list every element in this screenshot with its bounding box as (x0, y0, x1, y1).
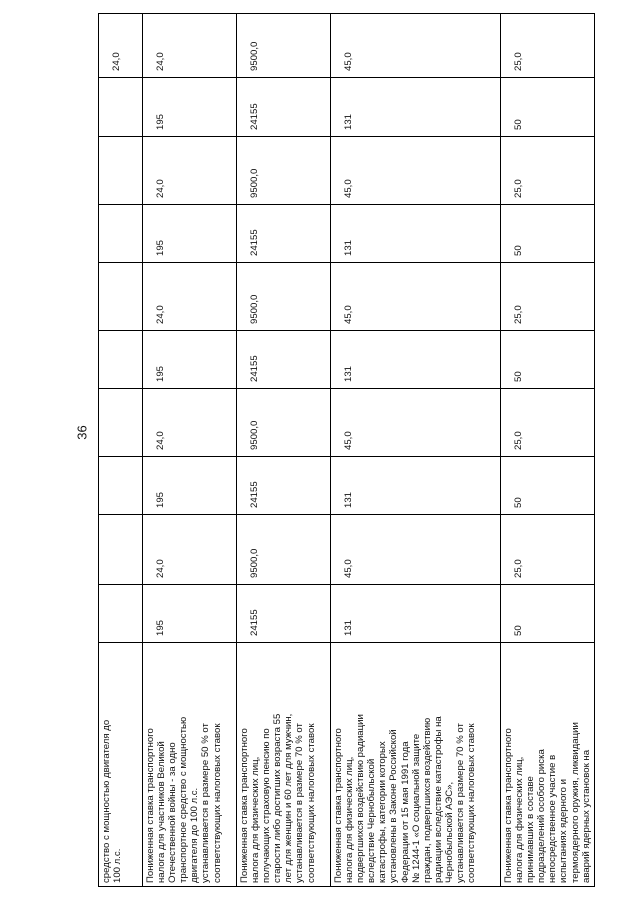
value-cell: 131 (331, 457, 501, 515)
row-description: Пониженная ставка транспортного налога для участников Великой Отечественной войны - за одно транспортное средство с мощностью двигателя до 100 л.с. устанавливается в размере 50 % от соответствующих налоговых ставок (143, 643, 237, 887)
value-cell (99, 331, 143, 389)
value-cell: 50 (501, 585, 595, 643)
tax-rate-table (98, 13, 595, 887)
value-cell: 24,0 (143, 389, 237, 457)
value-cell: 45,0 (331, 137, 501, 205)
value-cell: 9500,0 (237, 137, 331, 205)
value-cell: 9500,0 (237, 14, 331, 78)
value-cell: 25,0 (501, 263, 595, 331)
value-cell: 24,0 (143, 137, 237, 205)
value-cell: 9500,0 (237, 263, 331, 331)
value-cell: 24,0 (143, 263, 237, 331)
value-cell: 24155 (237, 457, 331, 515)
value-cell: 25,0 (501, 137, 595, 205)
value-cell: 50 (501, 205, 595, 263)
value-cell: 50 (501, 78, 595, 137)
row-description: средство с мощностью двигателя до 100 л.с. (99, 643, 143, 887)
value-cell: 131 (331, 585, 501, 643)
value-cell: 195 (143, 205, 237, 263)
value-cell (99, 515, 143, 585)
value-cell: 24,0 (143, 14, 237, 78)
rotated-page (98, 14, 592, 887)
value-cell: 24155 (237, 205, 331, 263)
table-row (501, 14, 595, 887)
value-cell (99, 137, 143, 205)
value-cell: 195 (143, 585, 237, 643)
table-row (99, 14, 143, 887)
value-cell (99, 389, 143, 457)
value-cell: 131 (331, 331, 501, 389)
rotated-content (98, 14, 592, 887)
value-cell: 195 (143, 457, 237, 515)
value-cell: 45,0 (331, 515, 501, 585)
table-row (237, 14, 331, 887)
value-cell: 24,0 (99, 14, 143, 78)
value-cell (99, 263, 143, 331)
value-cell: 131 (331, 205, 501, 263)
value-cell: 9500,0 (237, 515, 331, 585)
row-description: Пониженная ставка транспортного налога для физических лиц, принимавших в составе подразделений особого риска непосредственное участие в испытаниях ядерного и термоядерного оружия, ликвидации аварий ядерных установок на (501, 643, 595, 887)
value-cell: 131 (331, 78, 501, 137)
table-body (99, 14, 595, 887)
value-cell: 50 (501, 331, 595, 389)
row-description: Пониженная ставка транспортного налога для физических лиц, подвергшихся воздействию радиации вследствие Чернобыльской катастрофы, категории которых установлены в Законе Российской Федерации от 15 мая 1991 года № 1244-1 «О социальной защите граждан, подвергшихся воздействию радиации вследствие катастрофы на Чернобыльской АЭС», устанавливается в размере 70 % от соответствующих налоговых ставок (331, 643, 501, 887)
page-number: 36 (74, 425, 90, 440)
value-cell (99, 205, 143, 263)
value-cell: 25,0 (501, 515, 595, 585)
value-cell: 45,0 (331, 263, 501, 331)
value-cell: 25,0 (501, 14, 595, 78)
value-cell: 45,0 (331, 389, 501, 457)
value-cell: 25,0 (501, 389, 595, 457)
row-description: Пониженная ставка транспортного налога для физических лиц, получающих страховую пенсию по старости либо достигших возраста 55 лет для женщин и 60 лет для мужчин, устанавливается в размере 70 % от соответствующих налоговых ставок (237, 643, 331, 887)
value-cell (99, 78, 143, 137)
value-cell: 50 (501, 457, 595, 515)
value-cell: 195 (143, 331, 237, 389)
value-cell: 24155 (237, 331, 331, 389)
value-cell: 195 (143, 78, 237, 137)
value-cell (99, 457, 143, 515)
value-cell: 9500,0 (237, 389, 331, 457)
value-cell: 24155 (237, 585, 331, 643)
value-cell (99, 585, 143, 643)
value-cell: 45,0 (331, 14, 501, 78)
value-cell: 24155 (237, 78, 331, 137)
table-row (143, 14, 237, 887)
value-cell: 24,0 (143, 515, 237, 585)
table-row (331, 14, 501, 887)
